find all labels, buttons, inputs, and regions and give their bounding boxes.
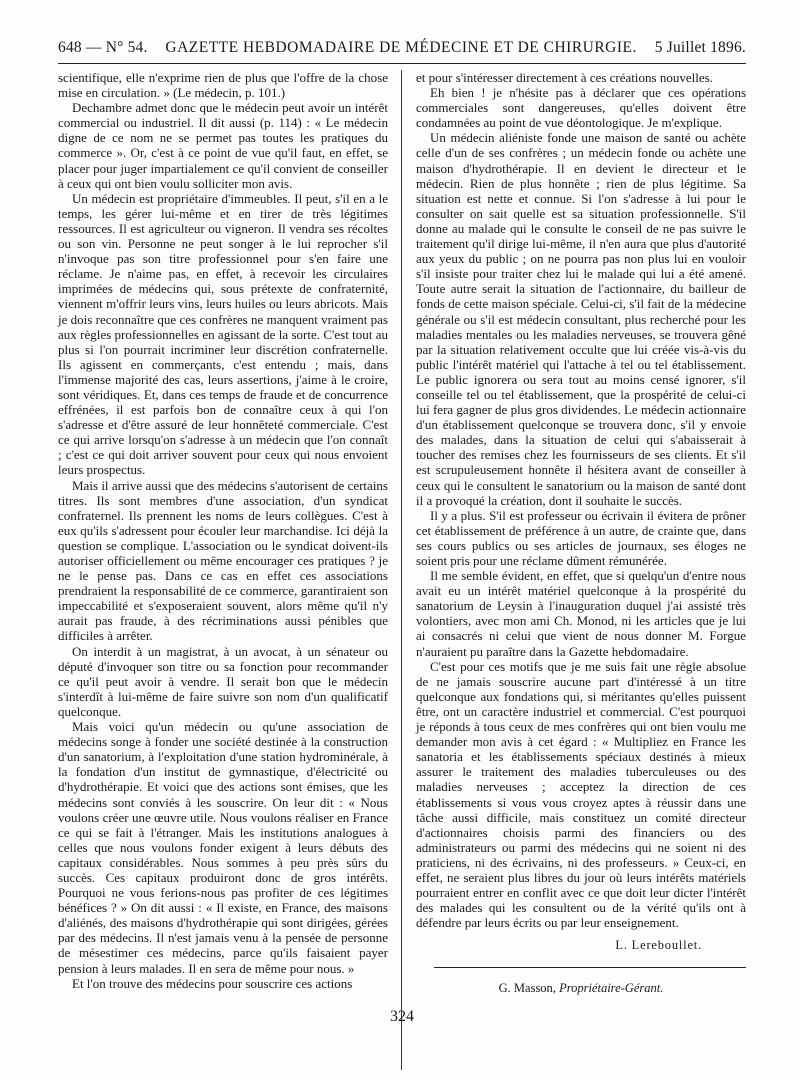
publisher-name: G. Masson, (498, 981, 556, 996)
paragraph: Eh bien ! je n'hésite pas à déclarer que ces opérations commerciales sont dangereuses, qu'elles doivent être condamnées au point de vue déontologique. Je m'explique. (416, 85, 746, 131)
article-columns (58, 70, 746, 997)
footer-rule (434, 967, 746, 968)
paragraph: Un médecin est propriétaire d'immeubles. Il peut, s'il en a le temps, les gérer lui-même et en tirer de très légitimes ressources. Il est agriculteur ou vigneron. Il vendra ses récoltes ou son vin. Personne ne peut songer à le lui reprocher s'il n'invoque pas son titre professionnel pour s'en faire une réclame. Je n'aime pas, en effet, à recevoir les circulaires imprimées de médecins qui, sous prétexte de confraternité, viennent m'offrir leurs vins, leurs huiles ou leurs abricots. Mais je dois reconnaître que ces confrères ne manquent vraiment pas aux règles professionnelles en agissant de la sorte. C'est tout au plus si l'on pourrait incriminer leur discrétion confraternelle. Ils agissent en commerçants, c'est entendu ; mais, dans l'immense majorité des cas, leurs assertions, j'aime à le croire, sont véridiques. Et, dans ces temps de fraude et de concurrence effrénées, il est parfois bon de connaître ceux à qui l'on s'adresse et d'être assuré de leur honnêteté commerciale. C'est ce qui arrive lorsqu'on s'adresse à un médecin que l'on connaît ; c'est ce qui doit arriver souvent pour ceux qui nous envoient leurs prospectus. (58, 190, 388, 478)
header-journal-title: GAZETTE HEBDOMADAIRE DE MÉDECINE ET DE CHIRURGIE. (165, 39, 637, 56)
column-divider (401, 70, 402, 1070)
paragraph: Mais voici qu'un médecin ou qu'une association de médecins songe à fonder une société destinée à la construction d'un sanatorium, à l'exploitation d'une station hydrominérale, à la fondation d'un institut de gymnastique, d'électricité ou d'hydrothérapie. Et voici que des actions sont émises, que les médecins sont conviés à les souscrire. On leur dit : « Nous voulons créer une œuvre utile. Nous voulons réaliser en France ce qui se fait à l'étranger. Mais les institutions analogues à celles que nous voulons fonder exigent à leurs débuts des capitaux considérables. Nous sommes à peu près sûrs du succès. Ces capitaux produiront donc de gros intérêts. Pourquoi ne vous ferions-nous pas profiter de ces légitimes bénéfices ? » On dit aussi : « Il existe, en France, des maisons d'aliénés, des maisons d'hydrothérapie qui sont dirigées, gérées par des médecins. Il n'est jamais venu à la pensée de personne de mésestimer ces médecins, parce qu'ils faisaient payer pension à leurs malades. Il en sera de même pour nous. » (58, 719, 388, 976)
left-column (58, 70, 388, 997)
paragraph: Il me semble évident, en effet, que si quelqu'un d'entre nous avait eu un intérêt matériel quelconque à la prospérité du sanatorium de Leysin à l'inauguration duquel j'ai assisté très volontiers, avec mon ami Ch. Monod, ni les articles que je lui ai consacrés ni celui que vient de nous donner M. Forgue n'auraient pu paraître dans la Gazette hebdomadaire. (416, 568, 746, 659)
header-page-issue: 648 — N° 54. (58, 39, 148, 56)
page-number: 324 (390, 1008, 414, 1025)
header-rule (58, 63, 746, 64)
publisher-role: Propriétaire-Gérant. (559, 981, 664, 996)
paragraph: et pour s'intéresser directement à ces créations nouvelles. (416, 70, 713, 85)
paragraph: Et l'on trouve des médecins pour souscrire ces actions (72, 975, 353, 991)
author-signature: L. Lereboullet. (615, 938, 702, 953)
header-date: 5 Juillet 1896. (654, 39, 746, 56)
paragraph: Il y a plus. S'il est professeur ou écrivain il évitera de prôner cet établissement de préférence à un autre, de crainte que, dans ses cours publics ou ses articles de journaux, ses éloges ne soient pris pour une réclame dûment rémunérée. (416, 507, 746, 568)
paragraph: Mais il arrive aussi que des médecins s'autorisent de certains titres. Ils sont membres d'une association, d'un syndicat confraternel. Ils prennent les noms de leurs collègues. C'est à eux qu'ils s'adressent pour écouler leur marchandise. Ici déjà la question se complique. L'association ou le syndicat doivent-ils autoriser officiellement ou même encourager ces pratiques ? je ne le pense pas. Dans ce cas en effet ces associations prendraient la responsabilité de ce commerce, garantiraient son impeccabilité et s'exposeraient souvent, alors même qu'il n'y aurait pas fraude, à des récriminations aussi pénibles que difficiles à arrêter. (58, 477, 388, 644)
publisher-line (416, 981, 746, 996)
running-header (58, 38, 746, 60)
paragraph: scientifique, elle n'exprime rien de plus que l'offre de la chose mise en circulation. » (Le médecin, p. 101.) (58, 70, 388, 101)
paragraph: Un médecin aliéniste fonde une maison de santé ou achète celle d'un de ses confrères ; un médecin fonde ou achète une maison d'hydrothérapie. Il en devient le directeur et le médecin. Rien de plus honnête ; rien de plus légitime. Sa situation est nette et connue. Si l'on s'adresse à lui pour le consulter on sait quelle est sa situation professionnelle. S'il donne au malade qui le consulte le conseil de ne pas suivre le traitement qu'il dirige lui-même, il n'en aura que plus d'autorité aux yeux du public ; on ne pourra pas non plus lui en vouloir s'il insiste pour traiter chez lui le malade qui lui a été amené. Toute autre serait la situation de l'actionnaire, du bailleur de fonds de cette maison spéciale. Celui-ci, s'il fait de la médecine générale ou s'il est médecin consultant, plus recherché pour les maladies mentales ou les maladies nerveuses, se trouvera gêné par la situation relativement occulte que lui créée vis-à-vis du public l'intérêt matériel qui l'attache à tel ou tel établissement. Le public ignorera ou sera tout au moins censé ignorer, s'il conseille tel ou tel établissement, que la prospérité de celui-ci lui fera gagner de plus gros dividendes. Le médecin actionnaire d'un établissement quelconque se trouvera donc, s'il y envoie des malades, dans la situation de celui qui s'abaisserait à toucher des remises chez les fournisseurs de ses clients. Et s'il est scrupuleusement honnête il hésitera avant de conseiller à ceux qui le consultent le sanatorium ou la maison de santé dont il a provoqué la création, dont il souhaite le succès. (416, 130, 746, 508)
right-column (416, 70, 746, 997)
journal-page (58, 38, 746, 1068)
paragraph: On interdit à un magistrat, à un avocat, à un sénateur ou député d'invoquer son titre ou sa fonction pour recommander ce qu'il peut avoir à vendre. Il serait bon que le médecin s'interdît à lui-même de faire suivre son nom d'un qualificatif quelconque. (58, 643, 388, 719)
paragraph: C'est pour ces motifs que je me suis fait une règle absolue de ne jamais souscrire aucune part d'intéressé à un titre quelconque aux fondations qui, si méritantes qu'elles puissent être, ont un caractère industriel et commercial. C'est pourquoi je réponds à tous ceux de mes confrères qui ont bien voulu me demander mon avis à cet égard : « Multipliez en France les sanatoria et les établissements spéciaux destinés à mieux assurer le traitement des maladies tuberculeuses ou des maladies nerveuses ; acceptez la direction de ces établissements si vous vous croyez aptes à réussir dans une tâche aussi difficile, mais constituez un comité directeur d'actionnaires choisis parmi des financiers ou des administrateurs ou parmi des médecins qui ne soient ni des praticiens, ni des écrivains, ni des professeurs. » Ceux-ci, en effet, ne seraient plus libres du jour où leurs intérêts matériels pourraient entrer en conflit avec ce que doit leur dicter l'intérêt des malades qui les consultent ou de la vérité qu'ils ont à défendre par leurs écrits ou par leur enseignement. (416, 658, 746, 931)
paragraph: Dechambre admet donc que le médecin peut avoir un intérêt commercial ou industriel. Il dit aussi (p. 114) : « Le médecin digne de ce nom ne se permet pas toutes les pratiques du commerce ». Or, c'est à ce point de vue qu'il faut, en effet, se placer pour juger impartialement ce qu'il convient de conseiller à ceux qui ont bien voulu solliciter mon avis. (58, 100, 388, 191)
